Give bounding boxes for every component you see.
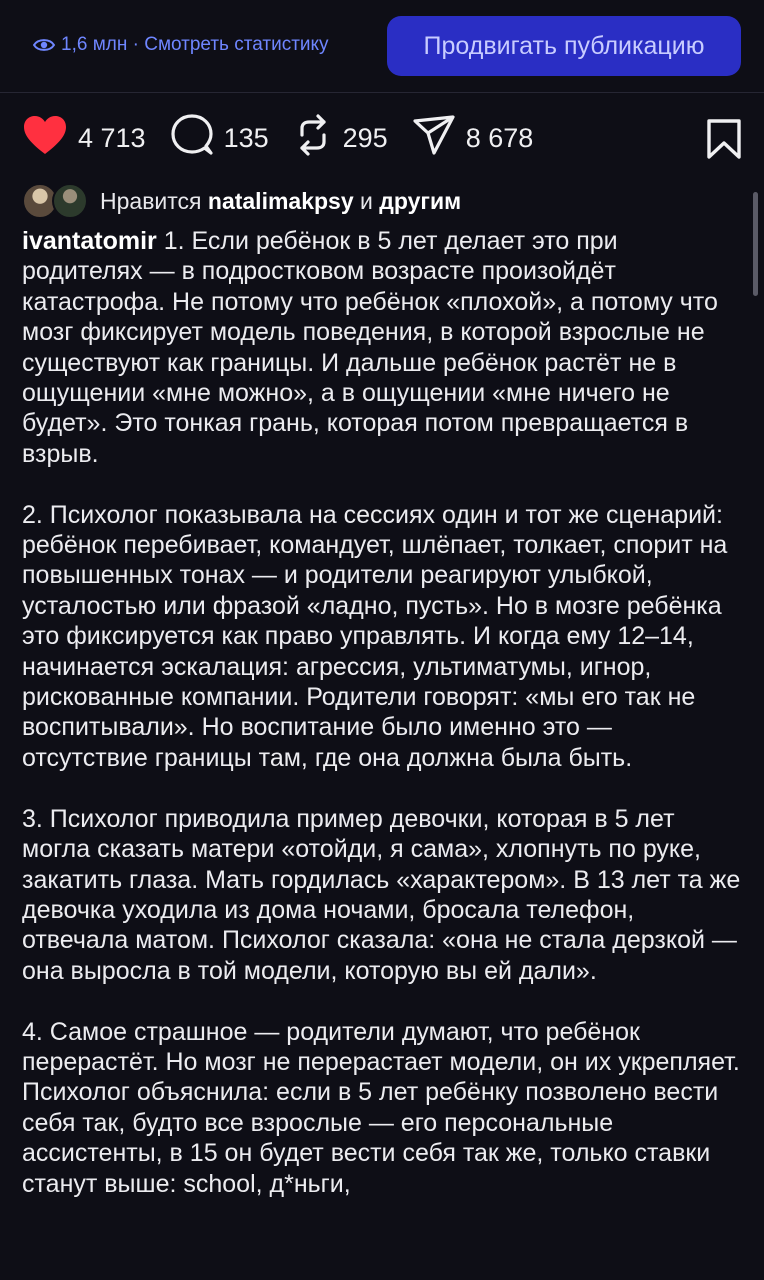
repost-count: 295 — [342, 122, 388, 153]
comment-icon — [170, 113, 214, 164]
liked-by-others[interactable]: другим — [379, 187, 462, 214]
promote-button[interactable]: Продвигать публикацию — [387, 16, 741, 76]
liked-by-row[interactable] — [22, 183, 461, 219]
author-username[interactable]: ivantatomir — [22, 227, 157, 255]
like-count: 4 713 — [78, 122, 146, 153]
bookmark-icon[interactable] — [706, 118, 742, 165]
liked-by-user[interactable]: natalimakpsy — [207, 187, 354, 214]
post-caption — [22, 226, 744, 1229]
liker-avatars — [22, 183, 94, 219]
repost-icon — [293, 113, 333, 164]
repost-button[interactable] — [293, 113, 388, 164]
liked-by-prefix: Нравится — [100, 187, 202, 214]
action-bar — [22, 112, 742, 164]
comment-count: 135 — [223, 122, 269, 153]
share-button[interactable] — [412, 113, 534, 164]
share-count: 8 678 — [465, 122, 534, 153]
like-button[interactable] — [22, 114, 146, 163]
stats-text: 1,6 млн · Смотреть статистику — [61, 34, 329, 55]
view-stats-link[interactable] — [33, 34, 329, 56]
top-bar — [0, 0, 764, 93]
caption-text-1: 1. Если ребёнок в 5 лет делает это при родителях — в подростковом возрасте произойдёт катастрофа. Не потому что ребёнок «плохой», а потому что мозг фиксирует модель поведения, в которой взрослые не существуют как границы. И дальше ребёнок растёт не в ощущении «мне можно», а в ощущении «мне ничего не будет». Это тонкая грань, которая потом превращается в взрыв. — [22, 227, 718, 468]
avatar — [52, 183, 88, 219]
eye-icon — [33, 37, 55, 53]
caption-paragraph-3: 3. Психолог приводила пример девочки, которая в 5 лет могла сказать матери «отойди, я сама», хлопнуть по руке, закатить глаза. Мать гордилась «характером». В 13 лет та же девочка уходила из дома ночами, бросала телефон, отвечала матом. Психолог сказала: «она не стала дерзкой — она выросла в той модели, которую вы ей дали». — [22, 804, 741, 985]
share-icon — [412, 113, 456, 164]
caption-paragraph-2: 2. Психолог показывала на сессиях один и тот же сценарий: ребёнок перебивает, командует, шлёпает, толкает, спорит на повышенных тонах — и родители реагируют улыбкой, усталостью или фразой «ладно, пусть». Но в мозге ребёнка это фиксируется как право управлять. И когда ему 12–14, начинается эскалация: агрессия, ультиматумы, игнор, рискованные компании. Родители говорят: «мы его так не воспитывали». Но воспитание было именно это — отсутствие границы там, где она должна была быть. — [22, 500, 728, 772]
caption-paragraph-4: 4. Самое страшное — родители думают, что ребёнок перерастёт. Но мозг не перерастает модели, он их укрепляет. Психолог объяснила: если в 5 лет ребёнку позволено вести себя так, будто все взрослые — его персональные ассистенты, в 15 он будет вести себя так же, только ставки станут выше: school, д*ньги, — [22, 1017, 740, 1198]
comment-button[interactable] — [170, 113, 269, 164]
liked-by-connector: и — [360, 187, 373, 214]
scrollbar[interactable] — [753, 192, 758, 296]
caption-paragraph-1 — [22, 226, 744, 469]
heart-icon — [22, 114, 68, 163]
